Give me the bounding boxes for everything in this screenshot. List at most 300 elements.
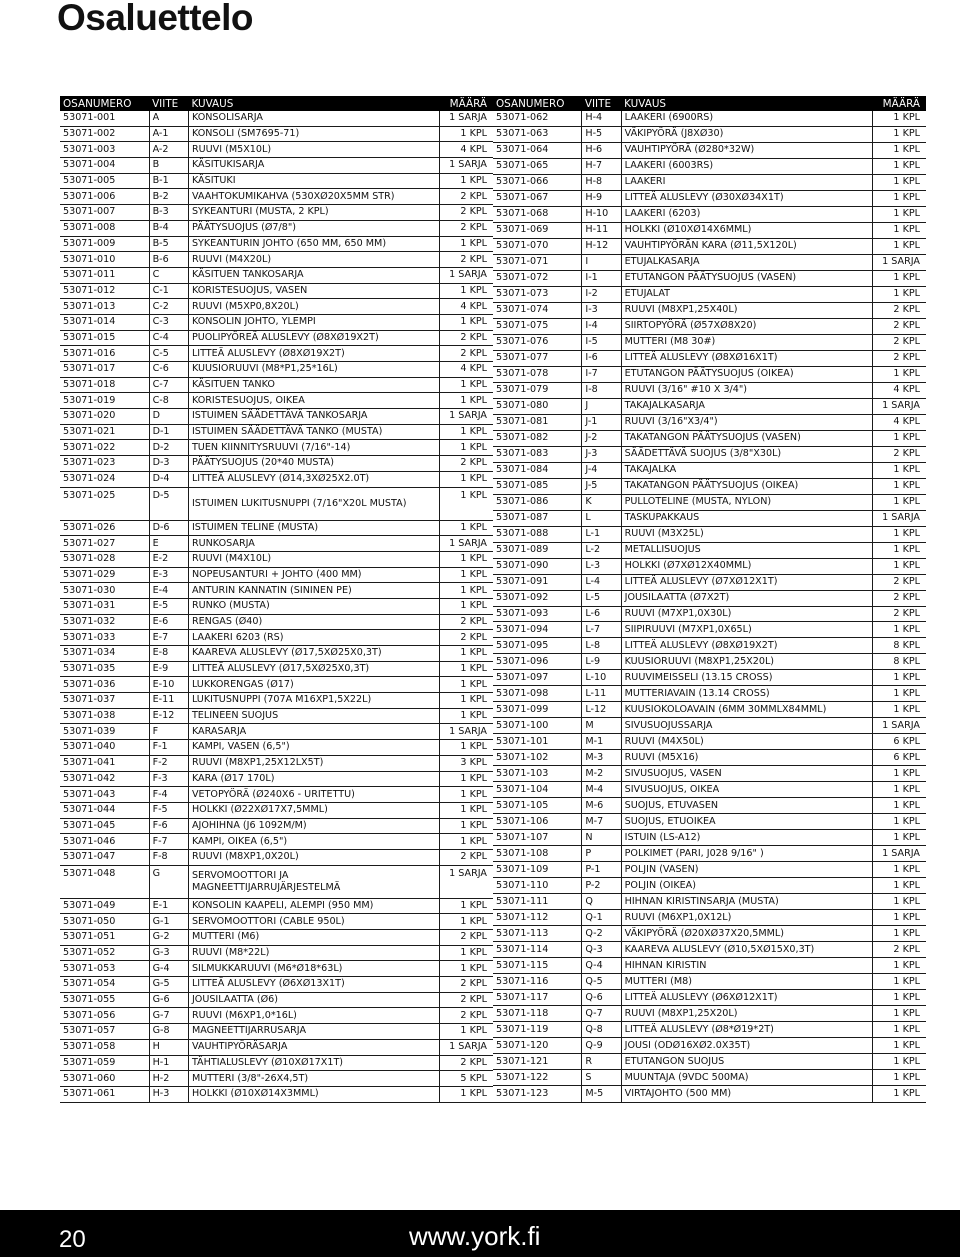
part-number-cell: 53071-001 [60, 111, 149, 126]
table-row [60, 173, 493, 189]
part-number-cell: 53071-044 [60, 802, 149, 818]
description-cell: RUUVI (3/16"X3/4") [621, 414, 872, 430]
part-number-cell: 53071-048 [60, 865, 149, 898]
description-cell: PÄÄTYSUOJUS (20*40 MUSTA) [188, 456, 439, 472]
part-number-cell: 53071-005 [60, 173, 149, 189]
quantity-cell: 1 KPL [439, 961, 493, 977]
quantity-cell: 5 KPL [439, 1071, 493, 1087]
description-cell: RUUVI (M5X10L) [188, 142, 439, 158]
quantity-cell: 6 KPL [872, 734, 926, 750]
part-number-cell: 53071-092 [493, 590, 582, 606]
part-number-cell: 53071-072 [493, 270, 582, 286]
quantity-cell: 1 KPL [439, 693, 493, 709]
reference-cell: Q-8 [582, 1022, 621, 1038]
part-number-cell: 53071-094 [493, 622, 582, 638]
quantity-cell: 2 KPL [439, 849, 493, 865]
quantity-cell: 1 KPL [872, 926, 926, 942]
reference-cell: B-5 [149, 236, 188, 252]
quantity-cell: 2 KPL [439, 346, 493, 362]
quantity-cell: 1 KPL [439, 471, 493, 487]
table-row [493, 1086, 926, 1103]
table-row [60, 205, 493, 221]
quantity-cell: 4 KPL [439, 142, 493, 158]
quantity-cell: 2 KPL [439, 992, 493, 1008]
description-cell: LAAKERI (6003RS) [621, 158, 872, 174]
description-cell: ISTUIMEN LUKITUSNUPPI (7/16"X20L MUSTA) [188, 487, 439, 520]
description-cell: ETUTANGON SUOJUS [621, 1054, 872, 1070]
reference-cell: C-3 [149, 314, 188, 330]
reference-cell: G-8 [149, 1024, 188, 1040]
reference-cell: A [149, 111, 188, 126]
quantity-cell: 1 KPL [872, 542, 926, 558]
description-cell: ETUJALAT [621, 286, 872, 302]
table-row [60, 520, 493, 536]
part-number-cell: 53071-042 [60, 771, 149, 787]
reference-cell: I-5 [582, 334, 621, 350]
part-number-cell: 53071-114 [493, 942, 582, 958]
quantity-cell: 1 KPL [439, 440, 493, 456]
table-row [60, 299, 493, 315]
reference-cell: M-1 [582, 734, 621, 750]
description-cell: RUUVI (M4X10L) [188, 551, 439, 567]
table-row [493, 462, 926, 478]
reference-cell: E-9 [149, 661, 188, 677]
part-number-cell: 53071-034 [60, 646, 149, 662]
quantity-cell: 2 KPL [439, 456, 493, 472]
reference-cell: D-4 [149, 471, 188, 487]
table-row [60, 755, 493, 771]
description-cell: KORISTESUOJUS, VASEN [188, 283, 439, 299]
part-number-cell: 53071-101 [493, 734, 582, 750]
part-number-cell: 53071-031 [60, 598, 149, 614]
table-row [60, 802, 493, 818]
part-number-cell: 53071-082 [493, 430, 582, 446]
part-number-cell: 53071-098 [493, 686, 582, 702]
description-cell: SIIPIRUUVI (M7XP1,0X65L) [621, 622, 872, 638]
quantity-cell: 1 KPL [872, 798, 926, 814]
table-row [60, 189, 493, 205]
quantity-cell: 2 KPL [872, 334, 926, 350]
quantity-cell: 1 KPL [439, 787, 493, 803]
description-cell: RUUVI (M8*22L) [188, 945, 439, 961]
table-row [60, 1086, 493, 1102]
description-cell: SIVUSUOJUS, OIKEA [621, 782, 872, 798]
description-cell: TAKATANGON PÄÄTYSUOJUS (VASEN) [621, 430, 872, 446]
quantity-cell: 1 KPL [872, 206, 926, 222]
parts-table-right-body [493, 111, 926, 1102]
reference-cell: H-1 [149, 1055, 188, 1071]
part-number-cell: 53071-014 [60, 314, 149, 330]
part-number-cell: 53071-084 [493, 462, 582, 478]
table-row [60, 567, 493, 583]
header-quantity: MÄÄRÄ [439, 96, 493, 111]
part-number-cell: 53071-108 [493, 846, 582, 862]
quantity-cell: 2 KPL [439, 1008, 493, 1024]
part-number-cell: 53071-121 [493, 1054, 582, 1070]
description-cell: VÄKIPYÖRÄ (J8XØ30) [621, 126, 872, 142]
table-row [493, 766, 926, 782]
description-cell: LUKITUSNUPPI (707A M16XP1,5X22L) [188, 693, 439, 709]
description-cell: PULLOTELINE (MUSTA, NYLON) [621, 494, 872, 510]
description-cell: POLJIN (VASEN) [621, 862, 872, 878]
description-cell: KAMPI, VASEN (6,5") [188, 740, 439, 756]
quantity-cell: 4 KPL [439, 299, 493, 315]
table-row [493, 894, 926, 910]
reference-cell: C-2 [149, 299, 188, 315]
reference-cell: F [149, 724, 188, 740]
quantity-cell: 1 KPL [439, 283, 493, 299]
description-cell: LITTEÄ ALUSLEVY (Ø8XØ19X2T) [621, 638, 872, 654]
reference-cell: E-11 [149, 693, 188, 709]
quantity-cell: 4 KPL [872, 414, 926, 430]
part-number-cell: 53071-107 [493, 830, 582, 846]
reference-cell: I-1 [582, 270, 621, 286]
description-cell: VETOPYÖRÄ (Ø240X6 - URITETTU) [188, 787, 439, 803]
description-cell: RUUVI (M4X20L) [188, 252, 439, 268]
reference-cell: A-1 [149, 126, 188, 142]
reference-cell: L [582, 510, 621, 526]
part-number-cell: 53071-024 [60, 471, 149, 487]
part-number-cell: 53071-053 [60, 961, 149, 977]
description-cell: ISTUIMEN SÄÄDETTÄVÄ TANKO (MUSTA) [188, 424, 439, 440]
part-number-cell: 53071-012 [60, 283, 149, 299]
table-row [60, 914, 493, 930]
description-cell: VÄKIPYÖRÄ (Ø20XØ37X20,5MML) [621, 926, 872, 942]
table-row [60, 992, 493, 1008]
quantity-cell: 1 SARJA [439, 1039, 493, 1055]
quantity-cell: 1 KPL [439, 914, 493, 930]
table-row [493, 318, 926, 334]
table-row [493, 750, 926, 766]
header-quantity: MÄÄRÄ [872, 96, 926, 111]
description-cell: VAUHTIPYÖRÄ (Ø280*32W) [621, 142, 872, 158]
table-row [493, 222, 926, 238]
header-part-number: OSANUMERO [493, 96, 582, 111]
reference-cell: H-5 [582, 126, 621, 142]
reference-cell: L-9 [582, 654, 621, 670]
part-number-cell: 53071-052 [60, 945, 149, 961]
description-cell: PUOLIPYÖREÄ ALUSLEVY (Ø8XØ19X2T) [188, 330, 439, 346]
reference-cell: J-3 [582, 446, 621, 462]
reference-cell: D-6 [149, 520, 188, 536]
part-number-cell: 53071-019 [60, 393, 149, 409]
part-number-cell: 53071-079 [493, 382, 582, 398]
table-row [60, 724, 493, 740]
part-number-cell: 53071-089 [493, 542, 582, 558]
part-number-cell: 53071-050 [60, 914, 149, 930]
description-cell: ETUTANGON PÄÄTYSUOJUS (OIKEA) [621, 366, 872, 382]
reference-cell: H-8 [582, 174, 621, 190]
table-row [60, 236, 493, 252]
description-cell: MUTTERI (M6) [188, 930, 439, 946]
part-number-cell: 53071-088 [493, 526, 582, 542]
reference-cell: B-2 [149, 189, 188, 205]
part-number-cell: 53071-097 [493, 670, 582, 686]
part-number-cell: 53071-040 [60, 740, 149, 756]
part-number-cell: 53071-006 [60, 189, 149, 205]
reference-cell: K [582, 494, 621, 510]
reference-cell: L-7 [582, 622, 621, 638]
description-cell: RUUVI (3/16" #10 X 3/4") [621, 382, 872, 398]
quantity-cell: 1 KPL [872, 222, 926, 238]
page-number: 20 [59, 1226, 86, 1253]
reference-cell: H-4 [582, 111, 621, 126]
table-row [493, 478, 926, 494]
description-cell: RUUVI (M4X50L) [621, 734, 872, 750]
reference-cell: G-3 [149, 945, 188, 961]
table-row [60, 614, 493, 630]
table-row [493, 1022, 926, 1038]
table-row [493, 654, 926, 670]
description-cell: LUKKORENGAS (Ø17) [188, 677, 439, 693]
part-number-cell: 53071-109 [493, 862, 582, 878]
table-row [493, 302, 926, 318]
description-cell: RUUVI (M7XP1,0X30L) [621, 606, 872, 622]
description-cell: AJOHIHNA (J6 1092M/M) [188, 818, 439, 834]
reference-cell: B [149, 158, 188, 174]
description-cell: RUUVIMEISSELI (13.15 CROSS) [621, 670, 872, 686]
header-description: KUVAUS [188, 96, 439, 111]
description-cell: TASKUPAKKAUS [621, 510, 872, 526]
table-row [493, 606, 926, 622]
quantity-cell: 4 KPL [439, 362, 493, 378]
quantity-cell: 1 KPL [872, 142, 926, 158]
quantity-cell: 2 KPL [439, 1055, 493, 1071]
part-number-cell: 53071-030 [60, 583, 149, 599]
reference-cell: E-4 [149, 583, 188, 599]
reference-cell: N [582, 830, 621, 846]
part-number-cell: 53071-011 [60, 267, 149, 283]
part-number-cell: 53071-099 [493, 702, 582, 718]
table-row [493, 814, 926, 830]
table-row [60, 220, 493, 236]
quantity-cell: 2 KPL [439, 220, 493, 236]
table-row [60, 598, 493, 614]
part-number-cell: 53071-123 [493, 1086, 582, 1103]
table-row [60, 393, 493, 409]
reference-cell: B-6 [149, 252, 188, 268]
quantity-cell: 2 KPL [439, 330, 493, 346]
quantity-cell: 2 KPL [439, 930, 493, 946]
reference-cell: I-4 [582, 318, 621, 334]
description-cell: RUUVI (M8XP1,25X20L) [621, 1006, 872, 1022]
reference-cell: E-10 [149, 677, 188, 693]
part-number-cell: 53071-115 [493, 958, 582, 974]
reference-cell: E-5 [149, 598, 188, 614]
reference-cell: M-2 [582, 766, 621, 782]
description-cell: JOUSILAATTA (Ø7X2T) [621, 590, 872, 606]
reference-cell: C-4 [149, 330, 188, 346]
reference-cell: E-8 [149, 646, 188, 662]
part-number-cell: 53071-047 [60, 849, 149, 865]
quantity-cell: 1 KPL [439, 520, 493, 536]
description-cell: TUEN KIINNITYSRUUVI (7/16"-14) [188, 440, 439, 456]
part-number-cell: 53071-020 [60, 409, 149, 425]
table-row [493, 446, 926, 462]
quantity-cell: 1 KPL [439, 393, 493, 409]
part-number-cell: 53071-100 [493, 718, 582, 734]
reference-cell: L-1 [582, 526, 621, 542]
description-cell: KÄSITUEN TANKO [188, 377, 439, 393]
description-cell: SIVUSUOJUSSARJA [621, 718, 872, 734]
part-number-cell: 53071-067 [493, 190, 582, 206]
table-row [493, 526, 926, 542]
table-row [60, 787, 493, 803]
part-number-cell: 53071-009 [60, 236, 149, 252]
description-cell: RUUVI (M6XP1,0X12L) [621, 910, 872, 926]
description-cell: RENGAS (Ø40) [188, 614, 439, 630]
description-cell: SÄÄDETTÄVÄ SUOJUS (3/8"X30L) [621, 446, 872, 462]
reference-cell: P-2 [582, 878, 621, 894]
part-number-cell: 53071-003 [60, 142, 149, 158]
reference-cell: F-2 [149, 755, 188, 771]
table-row [60, 362, 493, 378]
table-row [60, 1008, 493, 1024]
quantity-cell: 1 KPL [872, 814, 926, 830]
part-number-cell: 53071-070 [493, 238, 582, 254]
parts-table-left [60, 96, 493, 1103]
part-number-cell: 53071-054 [60, 977, 149, 993]
quantity-cell: 1 KPL [872, 830, 926, 846]
description-cell: LITTEÄ ALUSLEVY (Ø8*Ø19*2T) [621, 1022, 872, 1038]
table-row [60, 158, 493, 174]
reference-cell: I-7 [582, 366, 621, 382]
reference-cell: M-7 [582, 814, 621, 830]
quantity-cell: 1 KPL [872, 270, 926, 286]
part-number-cell: 53071-004 [60, 158, 149, 174]
table-row [493, 542, 926, 558]
header-description: KUVAUS [621, 96, 872, 111]
header-part-number: OSANUMERO [60, 96, 149, 111]
description-cell: KARA (Ø17 170L) [188, 771, 439, 787]
quantity-cell: 1 KPL [872, 766, 926, 782]
part-number-cell: 53071-112 [493, 910, 582, 926]
quantity-cell: 1 KPL [439, 708, 493, 724]
table-row [493, 254, 926, 270]
quantity-cell: 1 KPL [872, 1086, 926, 1103]
part-number-cell: 53071-111 [493, 894, 582, 910]
quantity-cell: 1 SARJA [872, 510, 926, 526]
description-cell: KAMPI, OIKEA (6,5") [188, 834, 439, 850]
description-cell: ETUJALKASARJA [621, 254, 872, 270]
table-row [60, 487, 493, 520]
table-row [493, 1054, 926, 1070]
description-cell: TAKAJALKASARJA [621, 398, 872, 414]
table-row [493, 798, 926, 814]
quantity-cell: 1 KPL [872, 974, 926, 990]
description-cell: HOLKKI (Ø10XØ14X6MML) [621, 222, 872, 238]
quantity-cell: 2 KPL [872, 574, 926, 590]
reference-cell: I-3 [582, 302, 621, 318]
parts-table-left-body [60, 111, 493, 1102]
table-row [60, 583, 493, 599]
table-row [493, 734, 926, 750]
table-row [493, 718, 926, 734]
part-number-cell: 53071-029 [60, 567, 149, 583]
table-row [493, 622, 926, 638]
reference-cell: C-5 [149, 346, 188, 362]
quantity-cell: 1 KPL [872, 1054, 926, 1070]
table-row [493, 238, 926, 254]
quantity-cell: 1 KPL [439, 598, 493, 614]
reference-cell: A-2 [149, 142, 188, 158]
description-cell: KONSOLI (SM7695-71) [188, 126, 439, 142]
reference-cell: R [582, 1054, 621, 1070]
table-row [60, 424, 493, 440]
description-cell: SIIRTOPYÖRÄ (Ø57XØ8X20) [621, 318, 872, 334]
quantity-cell: 1 KPL [872, 958, 926, 974]
description-cell: MUUNTAJA (9VDC 500MA) [621, 1070, 872, 1086]
part-number-cell: 53071-058 [60, 1039, 149, 1055]
part-number-cell: 53071-117 [493, 990, 582, 1006]
table-row [493, 350, 926, 366]
part-number-cell: 53071-043 [60, 787, 149, 803]
quantity-cell: 1 KPL [872, 686, 926, 702]
table-row [60, 252, 493, 268]
reference-cell: Q-3 [582, 942, 621, 958]
quantity-cell: 1 KPL [439, 802, 493, 818]
quantity-cell: 1 KPL [439, 661, 493, 677]
part-number-cell: 53071-118 [493, 1006, 582, 1022]
description-cell: SYKEANTURIN JOHTO (650 MM, 650 MM) [188, 236, 439, 252]
table-row [60, 849, 493, 865]
table-row [493, 846, 926, 862]
reference-cell: D-3 [149, 456, 188, 472]
reference-cell: L-6 [582, 606, 621, 622]
description-cell: SYKEANTURI (MUSTA, 2 KPL) [188, 205, 439, 221]
table-row [60, 740, 493, 756]
table-row [60, 283, 493, 299]
description-cell: ETUTANGON PÄÄTYSUOJUS (VASEN) [621, 270, 872, 286]
reference-cell: L-4 [582, 574, 621, 590]
table-row [60, 377, 493, 393]
table-row [493, 430, 926, 446]
quantity-cell: 1 SARJA [439, 111, 493, 126]
reference-cell: Q [582, 894, 621, 910]
part-number-cell: 53071-051 [60, 930, 149, 946]
quantity-cell: 1 KPL [872, 238, 926, 254]
description-cell: HIHNAN KIRISTIN [621, 958, 872, 974]
table-row [493, 1070, 926, 1086]
quantity-cell: 1 KPL [872, 1070, 926, 1086]
table-row [60, 456, 493, 472]
reference-cell: L-12 [582, 702, 621, 718]
part-number-cell: 53071-022 [60, 440, 149, 456]
table-row [493, 174, 926, 190]
quantity-cell: 1 KPL [872, 494, 926, 510]
table-row [493, 878, 926, 894]
reference-cell: D-1 [149, 424, 188, 440]
description-cell: LITTEÄ ALUSLEVY (Ø8XØ16X1T) [621, 350, 872, 366]
part-number-cell: 53071-063 [493, 126, 582, 142]
quantity-cell: 1 KPL [439, 1086, 493, 1102]
description-cell: MUTTERI (M8 30#) [621, 334, 872, 350]
table-row [493, 910, 926, 926]
table-row [493, 111, 926, 126]
quantity-cell: 2 KPL [439, 630, 493, 646]
part-number-cell: 53071-033 [60, 630, 149, 646]
table-row [493, 190, 926, 206]
quantity-cell: 1 KPL [439, 834, 493, 850]
quantity-cell: 1 KPL [872, 702, 926, 718]
reference-cell: L-8 [582, 638, 621, 654]
quantity-cell: 4 KPL [872, 382, 926, 398]
reference-cell: L-3 [582, 558, 621, 574]
table-row [60, 1055, 493, 1071]
description-cell: KONSOLISARJA [188, 111, 439, 126]
website-link[interactable]: www.york.fi [409, 1221, 541, 1251]
table-row [60, 945, 493, 961]
